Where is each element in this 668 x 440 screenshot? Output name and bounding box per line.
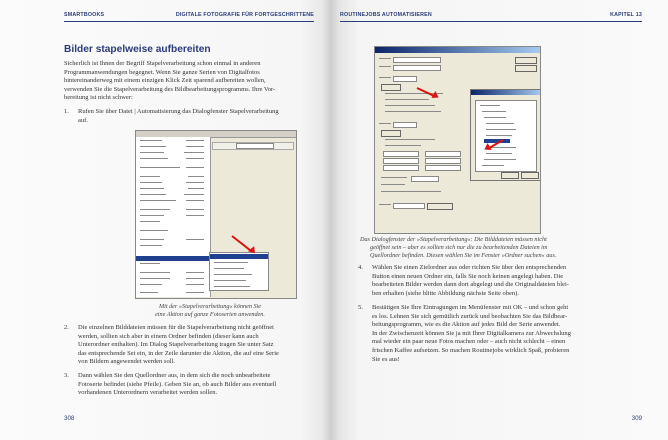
automation-submenu	[209, 252, 269, 291]
text-line: beitungsprogramm, wie es die Aktion auf jedes Bild der Serie anwendet.	[372, 321, 561, 329]
action-field	[393, 65, 441, 71]
figure-caption-right	[360, 236, 650, 261]
running-header-left: ROUTINEJOBS AUTOMATISIEREN	[340, 12, 432, 18]
text-line: Sicherlich ist Ihnen der Begriff Stapelverarbeitung schon einmal in anderen	[64, 60, 261, 67]
text-line: Die einzelnen Bilddateien müssen für die Stapelverarbeitung nicht geöffnet	[78, 324, 274, 331]
step-number: 2.	[64, 324, 69, 331]
cancel-button-shot	[515, 65, 537, 72]
text-line: Dann wählen Sie den Quellordner aus, in dem sich die noch unbearbeitete	[78, 372, 271, 379]
header-rule	[340, 21, 642, 22]
text-line: Sie es aus!	[372, 355, 400, 363]
intro-paragraph	[64, 60, 314, 103]
menu-highlight-automation	[136, 256, 210, 261]
step-number: 1.	[64, 108, 69, 115]
choose-button-shot	[381, 84, 401, 91]
step-number: 4.	[358, 264, 363, 271]
text-line: Button einen neuen Ordner ein, falls Sie noch keinen angelegt haben. Die	[372, 272, 564, 280]
running-header-right: DIGITALE FOTOGRAFIE FÜR FORTGESCHRITTENE	[175, 12, 314, 18]
step-1-text	[78, 108, 314, 125]
text-line: mal wieder ein paar neue Fotos machen oder – auch nicht schlecht – einen	[372, 338, 566, 346]
text-line: verwenden Sie die Stapelverarbeitung des Bildbearbeitungsprogramms. Ihre Vor-	[64, 85, 276, 93]
text-line: frischen Kaffee aufsetzen. So machen Routinejobs wirklich Spaß, probieren	[372, 346, 570, 354]
caption-line: eine Aktion auf ganze Fotoserien anwenden.	[155, 311, 265, 319]
choose-target-button-shot	[381, 130, 401, 137]
text-line: von Bildern angewendet werden soll.	[78, 358, 175, 366]
left-page	[0, 0, 330, 440]
file-menu	[136, 137, 211, 297]
text-line: Rufen Sie über Datei | Automatisierung das Dialogfenster Stapelverarbeitung	[78, 108, 279, 115]
mode-select	[236, 143, 274, 149]
step-3-text	[78, 372, 314, 398]
source-field	[393, 76, 417, 82]
step-5-text	[372, 304, 642, 364]
text-line: werden, sollten sich aber in einem Ordner befinden (dieser kann auch	[78, 332, 259, 340]
text-line: auf.	[78, 116, 88, 124]
step-2-text	[78, 324, 314, 367]
caption-line: Mit der »Stapelverarbeitung« können Sie	[158, 303, 262, 310]
text-line: ben erhalten (siehe blitte Abbildung nächste Seite oben).	[372, 289, 519, 297]
text-line: es los. Lehnen Sie sich gemütlich zurück und beobachten Sie das Bildbear-	[372, 312, 568, 320]
step-number: 3.	[64, 372, 69, 379]
text-line: das entsprechende Set ein, in der Zeile darunter die Aktion, die auf eine Serie	[78, 349, 279, 357]
step-4-text	[372, 264, 642, 298]
target-field	[393, 122, 417, 128]
text-line: bereitung ist nicht schwer:	[64, 94, 133, 102]
running-header-right: KAPITEL 13	[610, 12, 642, 18]
text-line: Unterordner enthalten). Im Dialog Stapelverarbeitung tragen Sie unter Satz	[78, 341, 274, 349]
text-line: Bestätigen Sie Ihre Eintragungen im Menüfenster mit OK – und schon geht	[372, 304, 569, 311]
running-header-left: SMARTBOOKS	[64, 12, 105, 18]
page-number-left: 308	[64, 415, 75, 422]
text-line: In der Zwischenzeit können Sie ja mit Ihrer Digitalkamera zur Abwechslung	[372, 329, 571, 337]
text-line: Programmanwendungen begegnet. Wenn Sie ganze Serien von Digitalfotos	[64, 68, 260, 76]
header-rule	[64, 21, 314, 22]
caption-line: geöffnet sein – aber es sollten sich nur die zu bearbeitenden Dateien im	[370, 244, 548, 252]
text-line: hintereinanderweg mit einem einzigen Klick Zeit sparend aufbereiten wollen,	[64, 77, 266, 85]
ok-button-shot	[515, 57, 537, 64]
submenu-highlight	[210, 254, 268, 259]
figure-caption-left	[110, 303, 310, 319]
folder-tree	[475, 100, 537, 172]
text-line: vorhandenen Unterordnern verarbeitet werden sollen.	[78, 389, 218, 397]
right-page	[336, 0, 668, 440]
batch-dialog-screenshot	[374, 46, 541, 234]
text-line: Wählen Sie einen Zielordner aus oder richten Sie über den entsprechenden	[372, 264, 567, 271]
step-number: 5.	[358, 304, 363, 311]
caption-line: Das Dialogfenster der »Stapelverarbeitung«: Die Bilddateien müssen nicht	[360, 236, 547, 243]
page-number-right: 309	[631, 415, 642, 422]
text-line: Fotoserie befindet (siehe Pfeile). Geben Sie an, ob auch Bilder aus eventuell	[78, 380, 277, 388]
dialog-titlebar	[375, 47, 540, 53]
browse-folder-dialog	[470, 89, 541, 181]
caption-line: Quellordner befinden. Diesen wählen Sie im Fenster »Ordner suchen« aus.	[370, 252, 557, 260]
text-line: bearbeiteten Bilder werden dann dort abgelegt und die Originaldateien blei-	[372, 281, 569, 289]
file-menu-screenshot	[135, 130, 297, 299]
section-heading: Bilder stapelweise aufbereiten	[64, 44, 211, 55]
set-field	[393, 57, 441, 63]
